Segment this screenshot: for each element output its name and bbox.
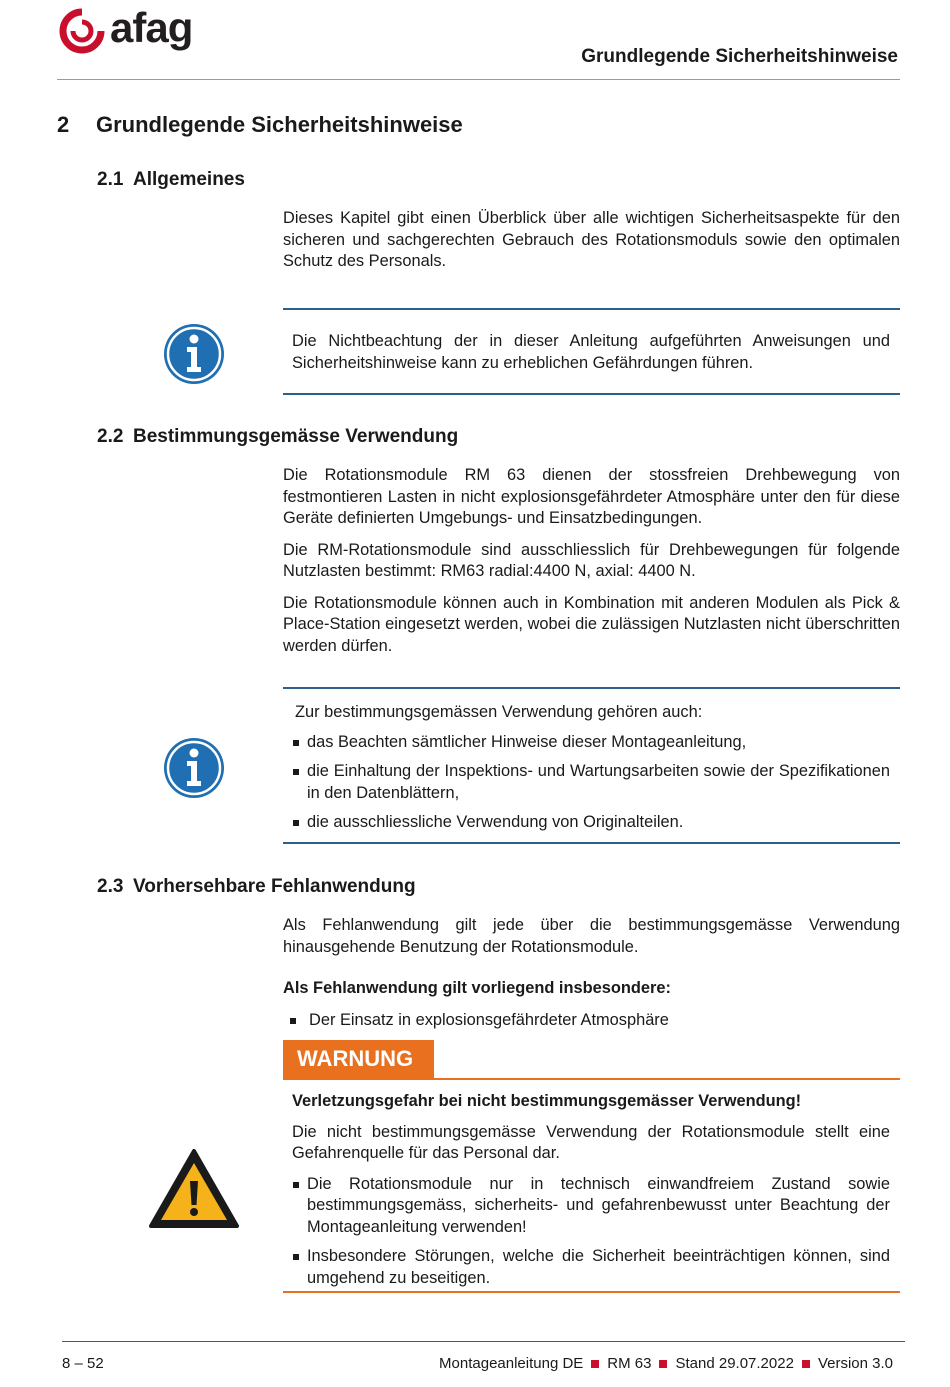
paragraph: Dieses Kapitel gibt einen Überblick über alle wichtigen Sicherheitsaspekte für den sicheren und sachgerechten Gebrauch des Rotationsmoduls sowie den optimalen Schutz des Personals. bbox=[283, 209, 900, 270]
paragraph: Die Rotationsmodule können auch in Kombination mit anderen Modulen als Pick & Place-Station eingesetzt werden, wobei die zulässigen Nutzlasten nicht überschritten werden dürfen. bbox=[283, 593, 900, 655]
section-heading-2-2 bbox=[97, 426, 458, 448]
footer-doc: Montageanleitung DE bbox=[439, 1355, 584, 1372]
section-heading-2-1 bbox=[97, 169, 245, 191]
footer-info bbox=[439, 1355, 893, 1372]
page-number: 8 – 52 bbox=[62, 1355, 104, 1372]
warning-bottom-rule bbox=[283, 1291, 900, 1293]
info-icon bbox=[163, 323, 225, 385]
list-item: Der Einsatz in explosionsgefährdeter Atmosphäre bbox=[289, 1010, 900, 1032]
warning-heading: Verletzungsgefahr bei nicht bestimmungsgemässer Verwendung! bbox=[292, 1092, 802, 1110]
note-top-rule bbox=[283, 687, 900, 689]
afag-logo bbox=[58, 4, 218, 54]
section-heading-2-3 bbox=[97, 876, 416, 898]
section-2-3-text bbox=[283, 915, 900, 1039]
separator-square bbox=[659, 1360, 667, 1368]
paragraph: Die Rotationsmodule RM 63 dienen der stossfreien Drehbewegung von festmontieren Lasten in nicht explosionsgefährdeter Atmosphäre unter den für diese Geräte definierten Umgebungs- und Einsatzbedingungen. bbox=[283, 466, 900, 527]
chapter-heading bbox=[57, 112, 463, 138]
list-item: das Beachten sämtlicher Hinweise dieser Montageanleitung, bbox=[292, 732, 890, 754]
separator-square bbox=[802, 1360, 810, 1368]
warning-body bbox=[292, 1091, 890, 1297]
list-item: die ausschliessliche Verwendung von Originalteilen. bbox=[292, 812, 890, 834]
warning-text: Die nicht bestimmungsgemässe Verwendung der Rotationsmodule stellt eine Gefahrenquelle für das Personal dar. bbox=[292, 1122, 890, 1162]
footer-date: Stand 29.07.2022 bbox=[675, 1355, 794, 1372]
section-2-2-text bbox=[283, 465, 900, 667]
note-bottom-rule bbox=[283, 842, 900, 844]
chapter-title: Grundlegende Sicherheitshinweise bbox=[96, 112, 463, 137]
info-note-text: Die Nichtbeachtung der in dieser Anleitung aufgeführten Anweisungen und Sicherheitshinweise kann zu erheblichen Gefährdungen führen. bbox=[292, 332, 890, 372]
chapter-number: 2 bbox=[57, 112, 70, 137]
list-item: die Einhaltung der Inspektions- und Wartungsarbeiten sowie der Spezifikationen in den Datenblättern, bbox=[292, 761, 890, 804]
footer-divider bbox=[62, 1341, 905, 1342]
section-number: 2.2 bbox=[97, 426, 124, 447]
separator-square bbox=[591, 1360, 599, 1368]
paragraph: Die RM-Rotationsmodule sind ausschliesslich für Drehbewegungen für folgende Nutzlasten bestimmt: RM63 radial:4400 N, axial: 4400 N. bbox=[283, 540, 900, 580]
bold-paragraph: Als Fehlanwendung gilt vorliegend insbesondere: bbox=[283, 979, 671, 997]
logo-wordmark: afag bbox=[110, 4, 193, 51]
section-2-1-text bbox=[283, 208, 900, 283]
info-icon bbox=[163, 737, 225, 799]
section-number: 2.1 bbox=[97, 169, 124, 190]
section-title: Bestimmungsgemässe Verwendung bbox=[133, 426, 459, 447]
header-divider bbox=[57, 79, 900, 80]
afag-logo-mark bbox=[58, 8, 108, 54]
warning-label: WARNUNG bbox=[283, 1040, 434, 1078]
footer-version: Version 3.0 bbox=[817, 1355, 893, 1372]
info-note-list bbox=[292, 702, 890, 842]
footer-product: RM 63 bbox=[607, 1355, 652, 1372]
section-title: Allgemeines bbox=[133, 169, 245, 190]
list-item: Die Rotationsmodule nur in technisch einwandfreiem Zustand sowie bestimmungsgemäss, sicherheits- und gefahrenbewusst unter Beachtung der Montageanleitung verwenden! bbox=[292, 1174, 890, 1239]
running-header-title: Grundlegende Sicherheitshinweise bbox=[581, 46, 898, 67]
section-title: Vorhersehbare Fehlanwendung bbox=[133, 876, 416, 897]
note-bottom-rule bbox=[283, 393, 900, 395]
section-number: 2.3 bbox=[97, 876, 124, 897]
warning-top-rule bbox=[283, 1078, 900, 1080]
note-intro: Zur bestimmungsgemässen Verwendung gehören auch: bbox=[295, 703, 703, 721]
warning-triangle-icon bbox=[148, 1148, 240, 1230]
paragraph: Als Fehlanwendung gilt jede über die bestimmungsgemässe Verwendung hinausgehende Benutzung der Rotationsmodule. bbox=[283, 916, 900, 956]
list-item: Insbesondere Störungen, welche die Sicherheit beeinträchtigen können, sind umgehend zu beseitigen. bbox=[292, 1246, 890, 1289]
note-top-rule bbox=[283, 308, 900, 310]
